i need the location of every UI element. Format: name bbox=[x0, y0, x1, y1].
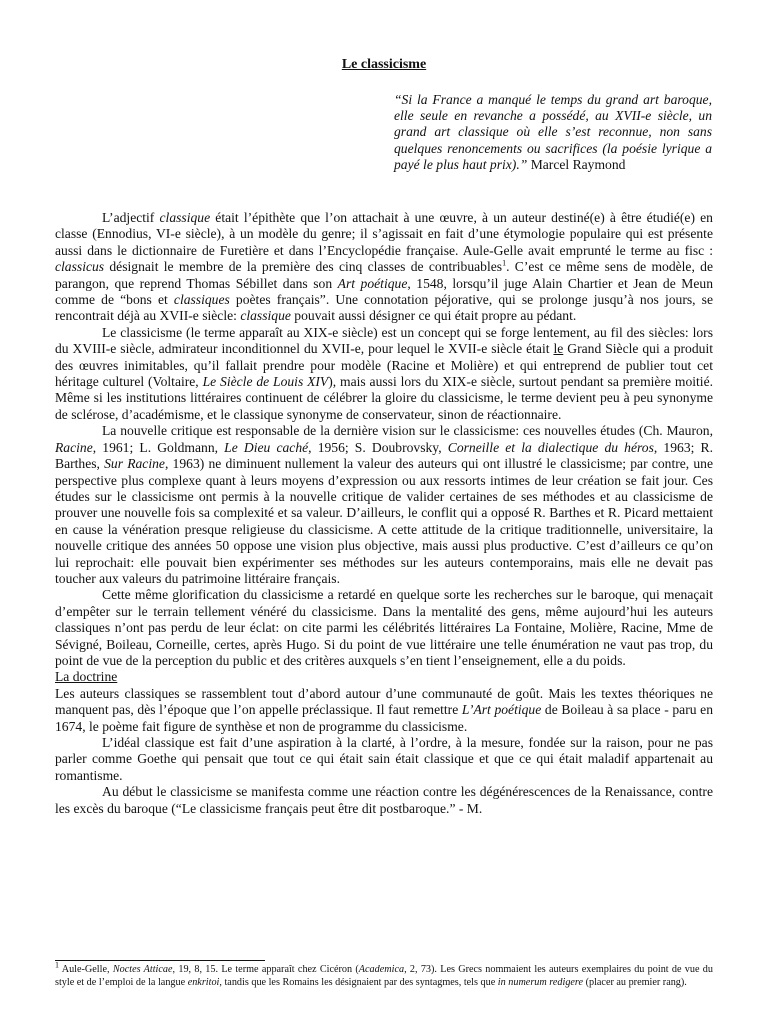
text-run: désignait le membre de la première des cinq classes de contribuables bbox=[104, 259, 503, 275]
italic-title: Le Siècle de Louis XIV bbox=[202, 374, 329, 390]
text-run: , 1963) ne diminuent nullement la valeur des auteurs qui ont illustré le classicisme; par contre, une perspective plus complexe quant à leurs moyens d’expression ou aux ressorts intimes de leur création se fait jour. Ces études sur le classicisme ont permis à la nouvelle critique de valider certaines de ses méthodes et au classicisme de prouver une nouvelle fois sa complexité et sa valeur. D’ailleurs, le conflit qui a opposé R. Barthes et R. Picard mettaient en cause la vénération presque religieuse du classicisme. A cette attitude de la critique traditionnelle, universitaire, la nouvelle critique des années 50 oppose une vision plus objective, mais aussi plus productive. C’est d’ailleurs ce qu’on lui reprochait: elle pouvait bien expérimenter ses méthodes sur les auteurs contemporains, mais elle ne devait pas toucher aux valeurs du patrimoine littéraire français. bbox=[55, 456, 713, 586]
paragraph-7: Au début le classicisme se manifesta comme une réaction contre les dégénérescences de la Renaissance, contre les excès du baroque (“Le classicisme français peut être dit postbaroque.” - M. bbox=[55, 784, 713, 816]
footnote-separator bbox=[55, 960, 265, 961]
paragraph-2 bbox=[55, 325, 713, 423]
italic-term: classique bbox=[240, 308, 291, 324]
text-run: Aule-Gelle, bbox=[59, 964, 113, 975]
text-run: L’adjectif bbox=[102, 210, 160, 225]
paragraph-5 bbox=[55, 686, 713, 735]
text-run: , 2, 73). Les Grecs nommaient les auteurs exemplaires du point de vue du style et de l’emploi de la langue bbox=[55, 964, 713, 988]
page-title: Le classicisme bbox=[341, 57, 427, 72]
paragraph-3 bbox=[55, 423, 713, 587]
italic-title: Sur Racine bbox=[104, 456, 165, 472]
italic-term: classique bbox=[159, 210, 211, 225]
footnote-ref[interactable]: 1 bbox=[502, 258, 507, 268]
text-run: La nouvelle critique est responsable de la dernière vision sur le classicisme: ces nouvelles études (Ch. Mauron, bbox=[102, 423, 713, 439]
text-run: poètes français”. Une connotation péjorative, qui se prolonge jusqu’à nos jours, se rencontrait déjà au XVII-e siècle: bbox=[55, 292, 713, 324]
text-run: , 1961; L. Goldmann, bbox=[92, 439, 225, 455]
paragraph-4: Cette même glorification du classicisme a retardé en quelque sorte les recherches sur le baroque, qui menaçait d’empêter sur le terrain tellement vénéré du classicisme. Dans la mentalité des gens, même aujourd’hui les auteurs classiques n’ont pas perdu de leur éclat: on cite parmi les célébrités littéraires La Fontaine, Molière, Racine, Mme de Sévigné, Boileau, Corneille, certes, après Hugo. Si du point de vue littéraire une telle énumération ne vaut pas trop, du point de vue de la perception du public et des critères auxquels s’en tient l’enseignement, elle a du poids. bbox=[55, 587, 713, 668]
italic-term: in numerum redigere bbox=[497, 976, 584, 988]
epigraph-author: Marcel Raymond bbox=[530, 156, 626, 172]
paragraph-6: L’idéal classique est fait d’une aspiration à la clarté, à l’ordre, à la mesure, fondée sur la raison, pour ne pas parler comme Goethe qui pensait que tout ce qui était sain était classique et que ce qui était maladif appartenait au romantisme. bbox=[55, 735, 713, 783]
italic-title: Noctes Atticae bbox=[112, 964, 173, 975]
text-run: , 1548, lorsqu’il juge Alain Chartier et Jean de Meun comme de “bons et bbox=[55, 275, 713, 308]
section-heading: La doctrine bbox=[55, 669, 118, 685]
italic-title: Racine bbox=[55, 439, 93, 455]
text-run: de Boileau à sa place - paru en 1674, le poème fait figure de synthèse et non de programme du classicisme. bbox=[55, 702, 713, 734]
footnote-number: 1 bbox=[55, 960, 59, 970]
italic-term: classicus bbox=[55, 259, 105, 275]
epigraph-quote: “Si la France a manqué le temps du grand art baroque, elle seule en revanche a possédé, au XVII-e siècle, un grand art classique où elle s’est reconnue, non sans quelques renoncements ou sacrifices (la poésie lyrique a payé le plus haut prix).” bbox=[394, 92, 712, 172]
italic-title: Art poétique bbox=[337, 275, 408, 291]
text-run: , 1963; R. Barthes, bbox=[55, 439, 713, 472]
italic-title: L’Art poétique bbox=[461, 702, 542, 718]
italic-term: classiques bbox=[173, 292, 230, 308]
text-run: , 1956; S. Doubrovsky, bbox=[308, 439, 448, 455]
italic-title: Corneille et la dialectique du héros bbox=[447, 439, 654, 455]
document-body bbox=[55, 210, 713, 817]
epigraph bbox=[394, 92, 712, 173]
text-run: Les auteurs classiques se rassemblent tout d’abord autour d’une communauté de goût. Mais les textes théoriques ne manquent pas, dès l’époque que l’on appelle préclassique. Il faut remettre bbox=[55, 685, 713, 718]
footnote bbox=[55, 960, 713, 989]
text-run: ), mais aussi lors du XIX-e siècle, surtout pendant sa première moitié. Même si les institutions littéraires continuent de célébrer la gloire du classicisme, le terme devient peu à peu synonyme de sclérose, d’académisme, et le classique synonyme de conservateur, sinon de réactionnaire. bbox=[55, 374, 714, 422]
paragraph-1 bbox=[55, 210, 713, 325]
italic-title: Academica bbox=[358, 964, 405, 975]
italic-title: Le Dieu caché bbox=[224, 439, 309, 455]
text-run: pouvait aussi désigner ce qui était propre au pédant. bbox=[290, 308, 577, 324]
text-run: (placer au premier rang). bbox=[583, 976, 687, 988]
text-run: , tandis que les Romains les désignaient par des syntagmes, tels que bbox=[219, 976, 498, 988]
underlined-word: le bbox=[553, 341, 564, 357]
italic-term: enkritoi bbox=[187, 976, 220, 988]
text-run: Le classicisme (le terme apparaît au XIX-e siècle) est un concept qui se forge lentement, au fil des siècles: lors du XVIII-e siècle, admirateur inconditionnel du XVII-e, pour lequel le XVII-e siècle était bbox=[55, 324, 713, 357]
text-run: , 19, 8, 15. Le terme apparaît chez Cicéron ( bbox=[172, 964, 359, 975]
text-run: Grand Siècle qui a produit des œuvres inimitables, qu’il fallait prendre pour modèle (Racine et Molière) et qui entreprend de publier tout cet héritage culturel (Voltaire, bbox=[55, 341, 713, 390]
text-run: . C’est ce même sens de modèle, de parangon, que reprend Thomas Sébillet dans son bbox=[55, 259, 713, 291]
text-run: était l’épithète que l’on attachait à une œuvre, à un auteur destiné(e) à être étudié(e) en classe (Ennodius, VI-e siècle), à un modèle du genre; il s’agissait en fait d’une étymologie populaire qui est présente aussi dans le dictionnaire de Furetière et dans l’Encyclopédie française. Aule-Gelle avait emprunté le terme au fisc : bbox=[55, 210, 713, 258]
